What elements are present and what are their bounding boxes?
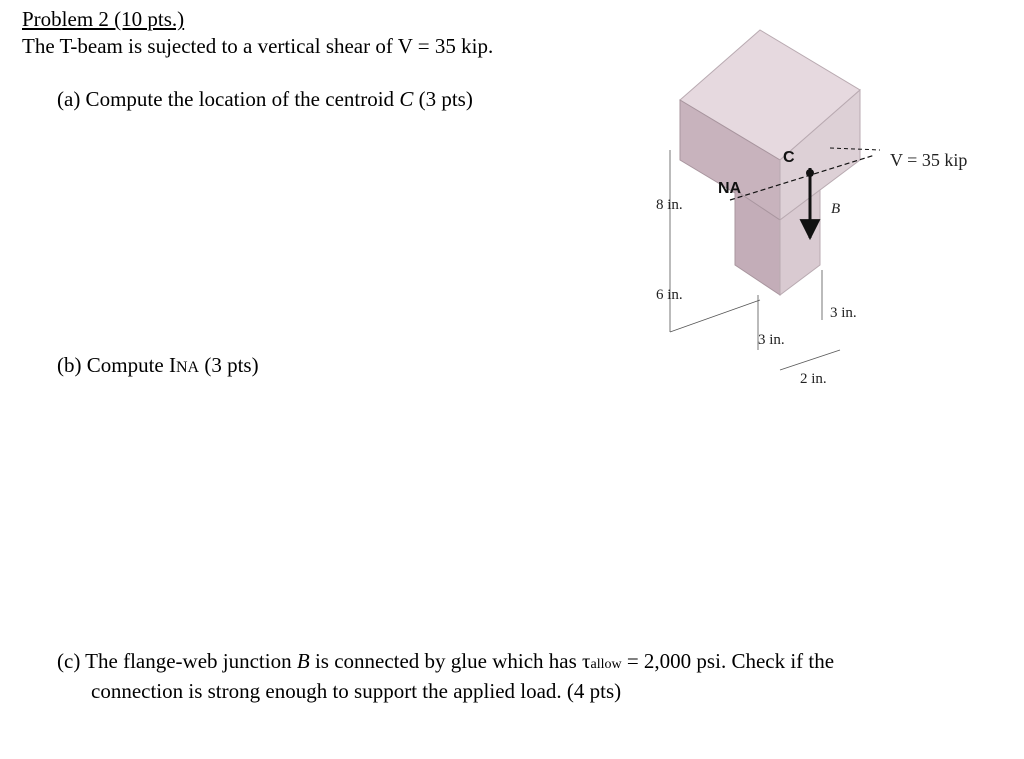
centroid-label: C bbox=[783, 149, 795, 166]
problem-heading: Problem 2 (10 pts.) bbox=[22, 7, 185, 31]
dim-flange-left: 3 in. bbox=[758, 332, 785, 348]
dim-flange-depth: 8 in. bbox=[656, 197, 683, 213]
part-b-suffix: (3 pts) bbox=[199, 353, 259, 377]
dim-web-depth: 6 in. bbox=[656, 287, 683, 303]
part-b-subscript: NA bbox=[175, 359, 200, 376]
shear-label: V = 35 kip bbox=[890, 150, 968, 170]
junction-symbol: B bbox=[296, 649, 310, 673]
centroid-symbol: C bbox=[399, 87, 414, 111]
part-c-line2: connection is strong enough to support the applied load. (4 pts) bbox=[91, 679, 622, 703]
dim-line-2in bbox=[780, 350, 840, 370]
part-c-value: = 2,000 psi. Check if the bbox=[621, 649, 835, 673]
centroid-dot bbox=[806, 169, 814, 177]
tau-symbol: τ bbox=[582, 649, 591, 673]
part-c-prefix: (c) The flange-web junction bbox=[57, 649, 297, 673]
junction-label: B bbox=[831, 201, 841, 217]
tau-subscript: allow bbox=[590, 657, 622, 672]
neutral-axis-label: NA bbox=[718, 180, 742, 197]
part-a-suffix: (3 pts) bbox=[413, 87, 473, 111]
dim-tick-bottom bbox=[670, 300, 760, 332]
part-c-middle: is connected by glue which has bbox=[309, 649, 583, 673]
dim-web-width: 2 in. bbox=[800, 371, 827, 387]
t-beam-figure bbox=[640, 20, 1000, 400]
problem-statement: The T-beam is sujected to a vertical shear of V = 35 kip. bbox=[22, 34, 494, 58]
part-b-question bbox=[57, 352, 259, 381]
part-a-question bbox=[57, 86, 473, 112]
part-c-question bbox=[57, 648, 957, 704]
dim-flange-right: 3 in. bbox=[830, 305, 857, 321]
part-b-prefix: (b) Compute I bbox=[57, 353, 176, 377]
part-a-prefix: (a) Compute the location of the centroid bbox=[57, 87, 400, 111]
